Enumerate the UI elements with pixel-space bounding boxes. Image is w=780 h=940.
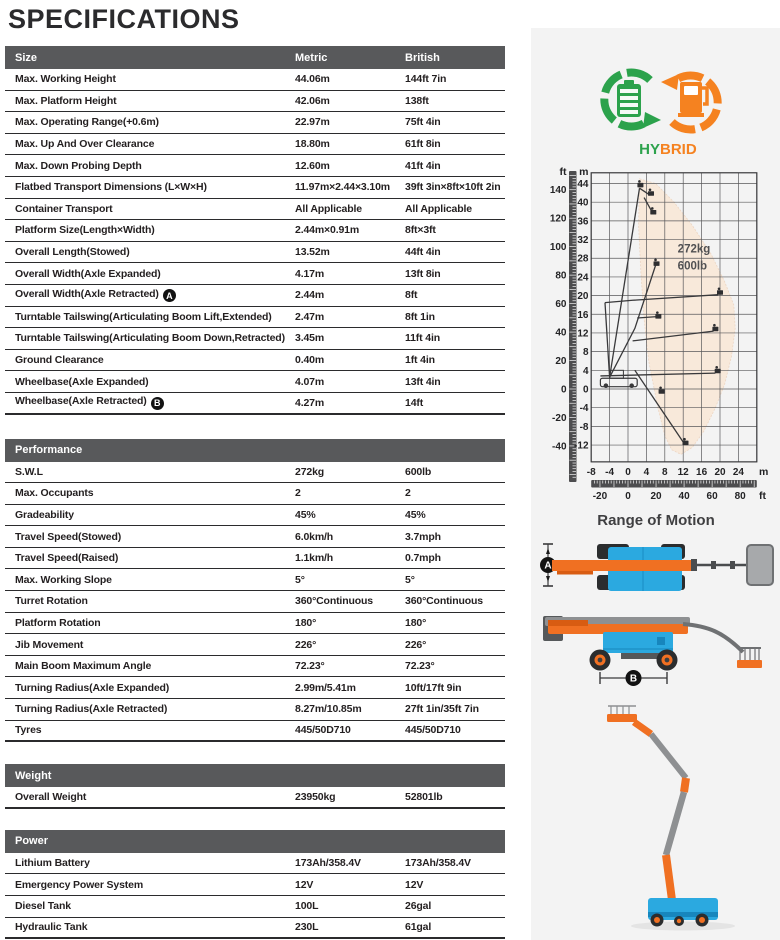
raised-boom-diagram [576, 688, 766, 938]
column-header-british: British [405, 51, 440, 64]
spec-value-metric: 3.45m [295, 332, 325, 345]
svg-text:-4: -4 [579, 403, 589, 415]
svg-text:36: 36 [577, 216, 589, 228]
spec-value-british: 445/50D710 [405, 724, 461, 737]
spec-value-british: 45% [405, 508, 426, 521]
spec-value-metric: 2.99m/5.41m [295, 681, 356, 694]
spec-value-british: 226° [405, 638, 427, 651]
svg-text:60: 60 [555, 299, 567, 311]
spec-value-british: 14ft [405, 396, 424, 409]
svg-text:-20: -20 [552, 412, 567, 424]
svg-text:20: 20 [577, 291, 589, 303]
spec-value-british: 11ft 4in [405, 332, 440, 345]
svg-text:12: 12 [577, 328, 589, 340]
raised-platform [607, 706, 637, 722]
spec-row [5, 699, 505, 721]
svg-text:80: 80 [734, 491, 746, 502]
svg-text:28: 28 [577, 253, 589, 265]
spec-value-metric: 8.27m/10.85m [295, 703, 362, 716]
spec-value-british: 27ft 1in/35ft 7in [405, 703, 479, 716]
spec-value-metric: 272kg [295, 465, 325, 478]
raised-chassis [648, 898, 718, 927]
spec-label: Max. Occupants [15, 487, 94, 500]
spec-value-metric: 42.06m [295, 94, 330, 107]
spec-value-metric: 360°Continuous [295, 595, 373, 608]
hybrid-label-hy: HY [639, 141, 660, 158]
spec-label: Overall Width(Axle Retracted) A [15, 288, 295, 303]
section-title: Power [15, 835, 49, 848]
spec-value-british: 41ft 4in [405, 159, 441, 172]
svg-text:16: 16 [577, 309, 589, 321]
svg-text:40: 40 [577, 197, 589, 209]
svg-text:20: 20 [650, 491, 662, 502]
spec-row [5, 220, 505, 242]
svg-text:20: 20 [714, 467, 726, 478]
spec-value-metric: 12V [295, 878, 314, 891]
spec-value-metric: 226° [295, 638, 317, 651]
range-of-motion-chart [539, 163, 779, 508]
svg-text:-40: -40 [552, 441, 567, 453]
svg-text:0: 0 [582, 384, 589, 396]
spec-value-metric: 173Ah/358.4V [295, 857, 361, 870]
svg-text:4: 4 [582, 365, 589, 377]
page-title: SPECIFICATIONS [8, 4, 240, 34]
graphics-panel [531, 28, 780, 940]
spec-row [5, 591, 505, 613]
wheel-left-icon [590, 650, 611, 671]
svg-text:100: 100 [549, 242, 567, 254]
spec-value-metric: 12.60m [295, 159, 330, 172]
spec-label: Max. Down Probing Depth [15, 159, 142, 172]
section-weight [5, 764, 505, 809]
spec-row [5, 526, 505, 548]
svg-text:140: 140 [549, 185, 567, 197]
svg-text:ft: ft [559, 166, 567, 178]
spec-row [5, 91, 505, 113]
spec-row [5, 112, 505, 134]
svg-text:40: 40 [678, 491, 690, 502]
spec-value-metric: 2.44m×0.91m [295, 224, 360, 237]
spec-value-british: 180° [405, 616, 427, 629]
svg-text:m: m [579, 166, 589, 178]
spec-row [5, 134, 505, 156]
spec-value-metric: 72.23° [295, 660, 325, 673]
spec-label: Travel Speed(Stowed) [15, 530, 122, 543]
chart-caption: Range of Motion [597, 512, 715, 529]
spec-row [5, 155, 505, 177]
spec-value-british: 360°Continuous [405, 595, 483, 608]
spec-value-british: 10ft/17ft 9in [405, 681, 462, 694]
spec-value-metric: All Applicable [295, 202, 362, 215]
spec-label: Max. Working Height [15, 73, 116, 86]
spec-value-metric: 22.97m [295, 116, 330, 129]
spec-label: Main Boom Maximum Angle [15, 660, 152, 673]
spec-row [5, 328, 505, 350]
svg-text:60: 60 [706, 491, 718, 502]
section-power [5, 830, 505, 939]
spec-label: Ground Clearance [15, 354, 104, 367]
spec-label: Overall Weight [15, 791, 87, 804]
svg-text:120: 120 [549, 213, 567, 225]
svg-text:0: 0 [625, 467, 631, 478]
spec-value-british: 600lb [405, 465, 432, 478]
spec-row [5, 350, 505, 372]
column-header-metric: Metric [295, 51, 328, 64]
spec-row [5, 462, 505, 484]
spec-value-british: 72.23° [405, 660, 435, 673]
spec-label: Gradeability [15, 508, 74, 521]
spec-value-british: All Applicable [405, 202, 472, 215]
spec-value-british: 8ft×3ft [405, 224, 436, 237]
spec-value-british: 2 [405, 487, 411, 500]
spec-label: Flatbed Transport Dimensions (L×W×H) [15, 181, 207, 194]
dimension-b-marker [600, 670, 667, 686]
spec-label: Turret Rotation [15, 595, 88, 608]
spec-value-british: 61gal [405, 921, 432, 934]
spec-value-british: 138ft [405, 94, 429, 107]
boom-top-view [552, 560, 692, 571]
spec-label: Max. Up And Over Clearance [15, 138, 155, 151]
top-view-diagram [533, 538, 779, 602]
spec-label: Wheelbase(Axle Retracted) B [15, 395, 295, 410]
spec-value-british: 8ft [405, 289, 418, 302]
spec-row [5, 874, 505, 896]
spec-label: Platform Size(Length×Width) [15, 224, 155, 237]
spec-value-metric: 5° [295, 573, 305, 586]
svg-text:8: 8 [582, 347, 589, 359]
spec-value-metric: 1.1km/h [295, 552, 334, 565]
wheel-right-icon [657, 650, 678, 671]
svg-text:0: 0 [560, 384, 567, 396]
spec-value-metric: 18.80m [295, 138, 330, 151]
spec-row [5, 177, 505, 199]
spec-value-british: 26gal [405, 900, 432, 913]
spec-value-british: 61ft 8in [405, 138, 441, 151]
section-title: Performance [15, 444, 83, 456]
spec-label: Tyres [15, 724, 42, 737]
spec-row [5, 307, 505, 329]
spec-row [5, 721, 505, 743]
spec-value-british: 1ft 4in [405, 354, 435, 367]
spec-label: Turning Radius(Axle Retracted) [15, 703, 168, 716]
spec-label: Overall Width(Axle Expanded) [15, 267, 161, 280]
section-title: Weight [15, 769, 52, 782]
spec-value-metric: 445/50D710 [295, 724, 351, 737]
battery-icon [617, 80, 641, 117]
svg-text:A: A [544, 560, 552, 572]
svg-text:44: 44 [577, 179, 589, 191]
spec-row [5, 853, 505, 875]
spec-value-british: 0.7mph [405, 552, 441, 565]
spec-label: Max. Operating Range(+0.6m) [15, 116, 159, 129]
spec-value-british: 8ft 1in [405, 310, 435, 323]
spec-value-metric: 6.0km/h [295, 530, 334, 543]
spec-value-metric: 2.44m [295, 289, 325, 302]
spec-value-metric: 4.07m [295, 375, 325, 388]
spec-value-british: 12V [405, 878, 424, 891]
spec-label: Jib Movement [15, 638, 84, 651]
section-title: Size [15, 51, 38, 64]
svg-text:24: 24 [732, 467, 744, 478]
spec-value-metric: 45% [295, 508, 316, 521]
spec-row [5, 677, 505, 699]
spec-label: Diesel Tank [15, 900, 71, 913]
circled-letter-badge: A [163, 289, 176, 302]
spec-value-metric: 23950kg [295, 791, 336, 804]
spec-value-british: 75ft 4in [405, 116, 441, 129]
svg-text:16: 16 [696, 467, 708, 478]
section-performance [5, 439, 505, 743]
spec-value-metric: 2.47m [295, 310, 325, 323]
circled-letter-badge: B [151, 397, 164, 410]
svg-text:B: B [629, 673, 638, 685]
svg-text:24: 24 [577, 272, 589, 284]
spec-label: Turntable Tailswing(Articulating Boom Lift,Extended) [15, 310, 272, 323]
spec-row [5, 787, 505, 809]
svg-text:20: 20 [555, 356, 567, 368]
spec-value-metric: 44.06m [295, 73, 330, 86]
svg-text:8: 8 [662, 467, 668, 478]
svg-text:32: 32 [577, 235, 589, 247]
spec-row [5, 634, 505, 656]
spec-value-metric: 100L [295, 900, 319, 913]
raised-boom-arm [634, 722, 686, 900]
spec-label: S.W.L [15, 465, 43, 478]
spec-row [5, 896, 505, 918]
spec-value-british: 3.7mph [405, 530, 441, 543]
spec-label: Container Transport [15, 202, 113, 215]
spec-table [5, 46, 505, 939]
spec-label: Max. Platform Height [15, 94, 117, 107]
spec-row [5, 242, 505, 264]
spec-value-british: 144ft 7in [405, 73, 447, 86]
section-size [5, 46, 505, 415]
spec-row [5, 483, 505, 505]
svg-text:ft: ft [759, 490, 766, 502]
svg-text:40: 40 [555, 327, 567, 339]
spec-row [5, 199, 505, 221]
spec-label: Overall Length(Stowed) [15, 246, 130, 259]
spec-value-metric: 4.17m [295, 267, 325, 280]
spec-label: Turning Radius(Axle Expanded) [15, 681, 170, 694]
svg-text:m: m [759, 466, 769, 478]
jib-side-view [683, 624, 743, 652]
spec-label: Turntable Tailswing(Articulating Boom Down,Retracted) [15, 332, 285, 345]
svg-text:-12: -12 [574, 440, 589, 452]
spec-row [5, 918, 505, 940]
spec-row [5, 285, 505, 307]
hybrid-label-brid: BRID [660, 141, 697, 158]
spec-value-metric: 180° [295, 616, 317, 629]
spec-label: Emergency Power System [15, 878, 144, 891]
spec-label: Max. Working Slope [15, 573, 112, 586]
spec-value-metric: 11.97m×2.44×3.10m [295, 181, 390, 194]
spec-value-british: 52801lb [405, 791, 443, 804]
jib-linkage-top-view [691, 559, 747, 571]
spec-value-metric: 230L [295, 921, 319, 934]
spec-value-british: 13ft 4in [405, 375, 441, 388]
svg-text:-4: -4 [605, 467, 615, 478]
spec-row [5, 505, 505, 527]
spec-value-metric: 13.52m [295, 246, 330, 259]
spec-row [5, 69, 505, 91]
svg-text:-8: -8 [579, 421, 589, 433]
svg-text:4: 4 [643, 467, 650, 478]
spec-value-british: 13ft 8in [405, 267, 441, 280]
spec-label: Travel Speed(Raised) [15, 552, 119, 565]
spec-value-british: 173Ah/358.4V [405, 857, 471, 870]
svg-text:80: 80 [555, 270, 567, 282]
svg-text:272kg: 272kg [677, 243, 711, 256]
spec-value-metric: 4.27m [295, 396, 325, 409]
spec-value-metric: 0.40m [295, 354, 325, 367]
spec-value-british: 44ft 4in [405, 246, 441, 259]
spec-row [5, 656, 505, 678]
spec-label: Lithium Battery [15, 857, 90, 870]
svg-text:-8: -8 [586, 467, 596, 478]
spec-label: Wheelbase(Axle Expanded) [15, 375, 149, 388]
spec-row [5, 613, 505, 635]
svg-text:-20: -20 [592, 491, 608, 502]
hybrid-logo [588, 68, 733, 160]
spec-row [5, 263, 505, 285]
spec-label: Hydraulic Tank [15, 921, 88, 934]
svg-text:12: 12 [677, 467, 689, 478]
fuel-pump-icon [678, 82, 707, 117]
spec-label: Platform Rotation [15, 616, 101, 629]
spec-row [5, 548, 505, 570]
spec-value-british: 5° [405, 573, 415, 586]
spec-row [5, 371, 505, 393]
spec-row [5, 393, 505, 415]
svg-text:600lb: 600lb [677, 260, 708, 273]
spec-value-british: 39ft 3in×8ft×10ft 2in [405, 181, 501, 194]
spec-row [5, 569, 505, 591]
spec-value-metric: 2 [295, 487, 301, 500]
platform-top-view [747, 545, 773, 585]
svg-text:0: 0 [625, 491, 631, 502]
